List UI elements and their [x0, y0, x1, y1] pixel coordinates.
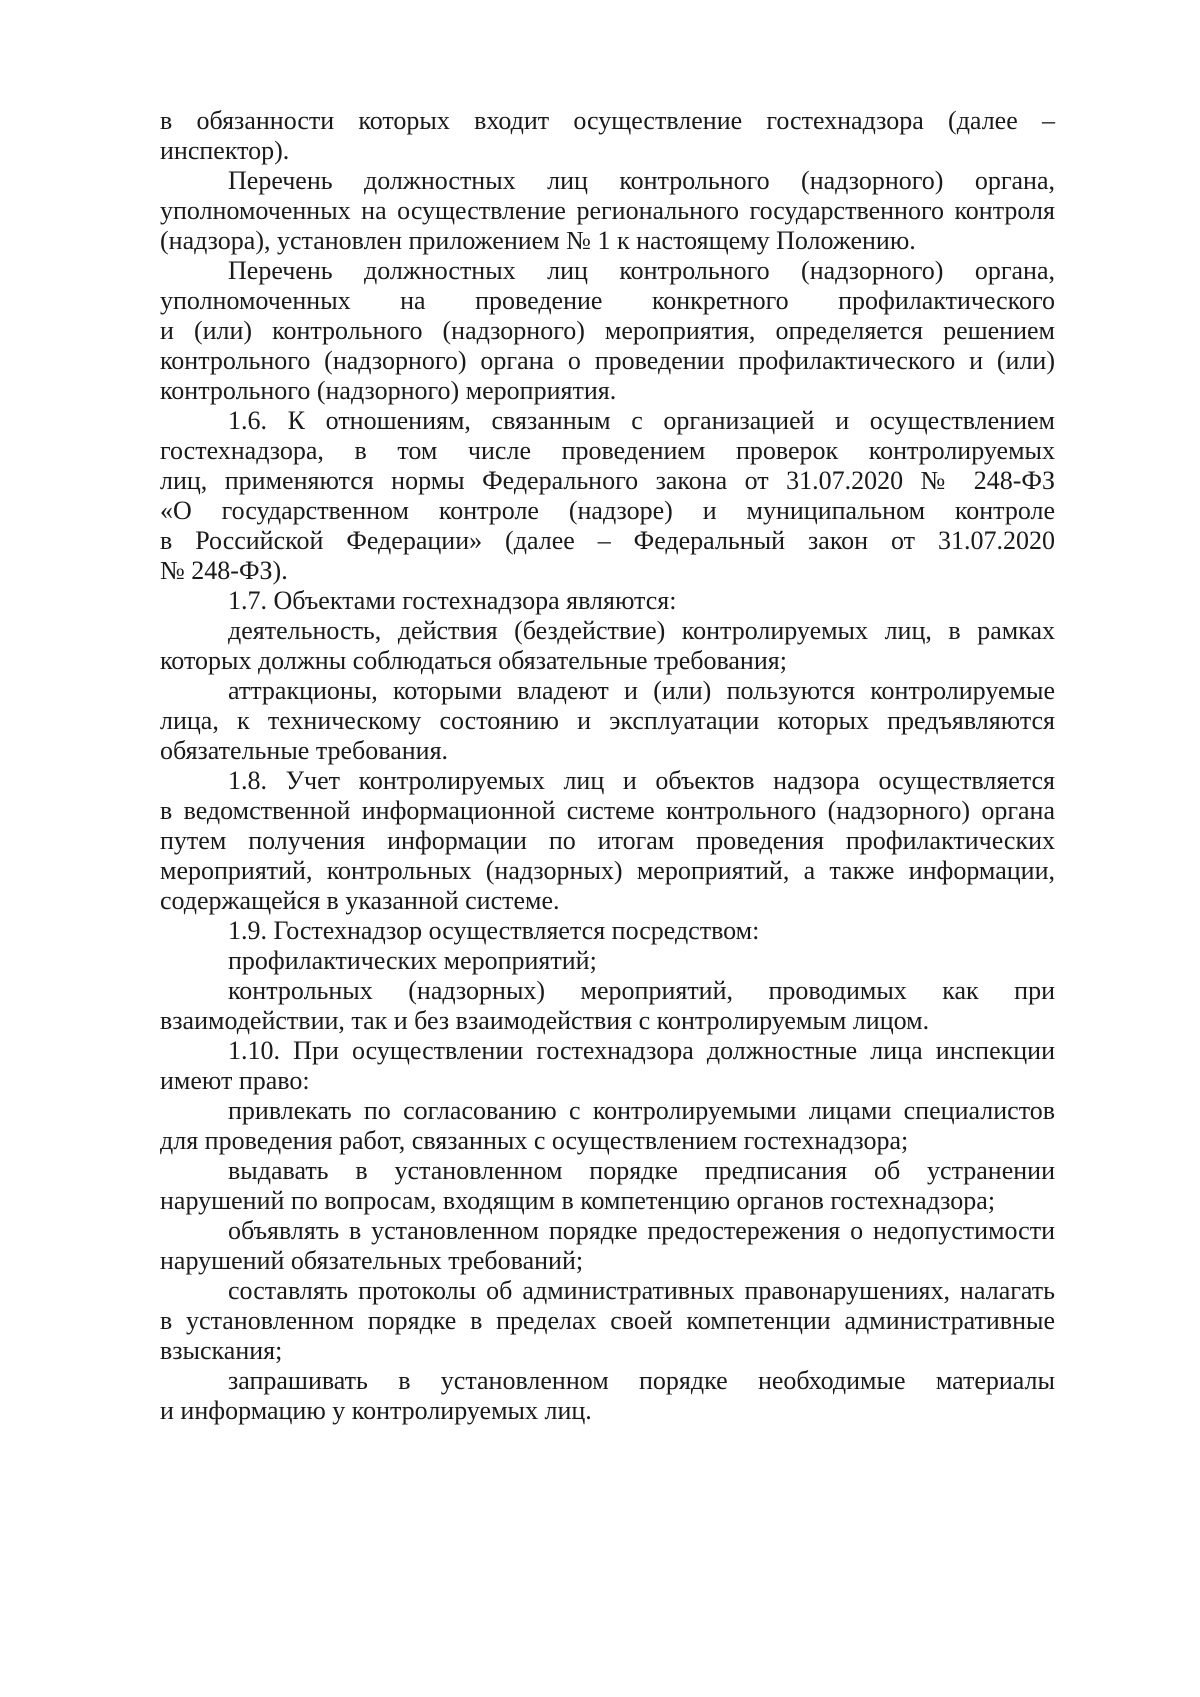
- paragraph: [160, 1216, 1055, 1276]
- paragraph: [160, 1096, 1055, 1156]
- text-line: обязательные требования.: [160, 736, 449, 765]
- text-line: в обязанности которых входит осуществление гостехнадзора (далее –: [160, 106, 1055, 135]
- text-line: аттракционы, которыми владеют и (или) пользуются контролируемые: [228, 676, 1055, 705]
- paragraph-1-7: [160, 586, 1055, 616]
- paragraph: [160, 1156, 1055, 1216]
- text-line: контрольных (надзорных) мероприятий, проводимых как при: [228, 976, 1055, 1005]
- paragraph: [160, 256, 1055, 406]
- paragraph-1-10: [160, 1036, 1055, 1096]
- text-line: взаимодействии, так и без взаимодействия с контролируемым лицом.: [160, 1006, 930, 1035]
- paragraph-continuation: [160, 106, 1055, 166]
- paragraph: [160, 166, 1055, 256]
- text-line: 1.10. При осуществлении гостехнадзора должностные лица инспекции: [228, 1036, 1055, 1065]
- paragraph-1-9: [160, 916, 1055, 946]
- text-line: в Российской Федерации» (далее – Федеральный закон от 31.07.2020: [160, 526, 1055, 555]
- paragraph: [160, 1366, 1055, 1426]
- paragraph-1-8: [160, 766, 1055, 916]
- text-line: 1.7. Объектами гостехнадзора являются:: [228, 586, 677, 615]
- text-line: 1.9. Гостехнадзор осуществляется посредством:: [228, 916, 760, 945]
- text-line: (надзора), установлен приложением № 1 к настоящему Положению.: [160, 226, 916, 255]
- text-line: путем получения информации по итогам проведения профилактических: [160, 826, 1055, 855]
- paragraph: [160, 616, 1055, 676]
- paragraph: [160, 676, 1055, 766]
- text-line: профилактических мероприятий;: [228, 946, 597, 975]
- text-line: и информацию у контролируемых лиц.: [160, 1396, 592, 1425]
- text-line: для проведения работ, связанных с осуществлением гостехнадзора;: [160, 1126, 909, 1155]
- text-line: составлять протоколы об административных правонарушениях, налагать: [228, 1276, 1055, 1305]
- paragraph: [160, 1276, 1055, 1366]
- text-line: инспектор).: [160, 136, 290, 165]
- text-line: выдавать в установленном порядке предписания об устранении: [228, 1156, 1055, 1185]
- text-line: контрольного (надзорного) органа о проведении профилактического и (или): [160, 346, 1055, 375]
- text-line: запрашивать в установленном порядке необходимые материалы: [228, 1366, 1055, 1395]
- paragraph: [160, 946, 1055, 976]
- text-line: № 248-ФЗ).: [160, 556, 288, 585]
- text-line: уполномоченных на проведение конкретного профилактического: [160, 286, 1055, 315]
- text-line: нарушений обязательных требований;: [160, 1246, 584, 1275]
- text-line: в установленном порядке в пределах своей компетенции административные: [160, 1306, 1055, 1335]
- text-line: привлекать по согласованию с контролируемыми лицами специалистов: [228, 1096, 1055, 1125]
- text-line: лиц, применяются нормы Федерального закона от 31.07.2020 № 248-ФЗ: [160, 466, 1055, 495]
- text-line: содержащейся в указанной системе.: [160, 886, 560, 915]
- text-line: уполномоченных на осуществление регионального государственного контроля: [160, 196, 1055, 225]
- text-line: и (или) контрольного (надзорного) мероприятия, определяется решением: [160, 316, 1055, 345]
- text-line: Перечень должностных лиц контрольного (надзорного) органа,: [228, 166, 1055, 195]
- document-body: [160, 106, 1055, 1426]
- paragraph: [160, 976, 1055, 1036]
- text-line: лица, к техническому состоянию и эксплуатации которых предъявляются: [160, 706, 1055, 735]
- text-line: в ведомственной информационной системе контрольного (надзорного) органа: [160, 796, 1055, 825]
- text-line: объявлять в установленном порядке предостережения о недопустимости: [228, 1216, 1055, 1245]
- text-line: взыскания;: [160, 1336, 283, 1365]
- text-line: «О государственном контроле (надзоре) и муниципальном контроле: [160, 496, 1055, 525]
- text-line: 1.8. Учет контролируемых лиц и объектов надзора осуществляется: [228, 766, 1055, 795]
- text-line: Перечень должностных лиц контрольного (надзорного) органа,: [228, 256, 1055, 285]
- text-line: нарушений по вопросам, входящим в компетенцию органов гостехнадзора;: [160, 1186, 996, 1215]
- text-line: которых должны соблюдаться обязательные требования;: [160, 646, 787, 675]
- text-line: 1.6. К отношениям, связанным с организацией и осуществлением: [228, 406, 1055, 435]
- paragraph-1-6: [160, 406, 1055, 586]
- text-line: гостехнадзора, в том числе проведением проверок контролируемых: [160, 436, 1055, 465]
- text-line: деятельность, действия (бездействие) контролируемых лиц, в рамках: [228, 616, 1055, 645]
- text-line: контрольного (надзорного) мероприятия.: [160, 376, 617, 405]
- text-line: имеют право:: [160, 1066, 310, 1095]
- text-line: мероприятий, контрольных (надзорных) мероприятий, а также информации,: [160, 856, 1055, 885]
